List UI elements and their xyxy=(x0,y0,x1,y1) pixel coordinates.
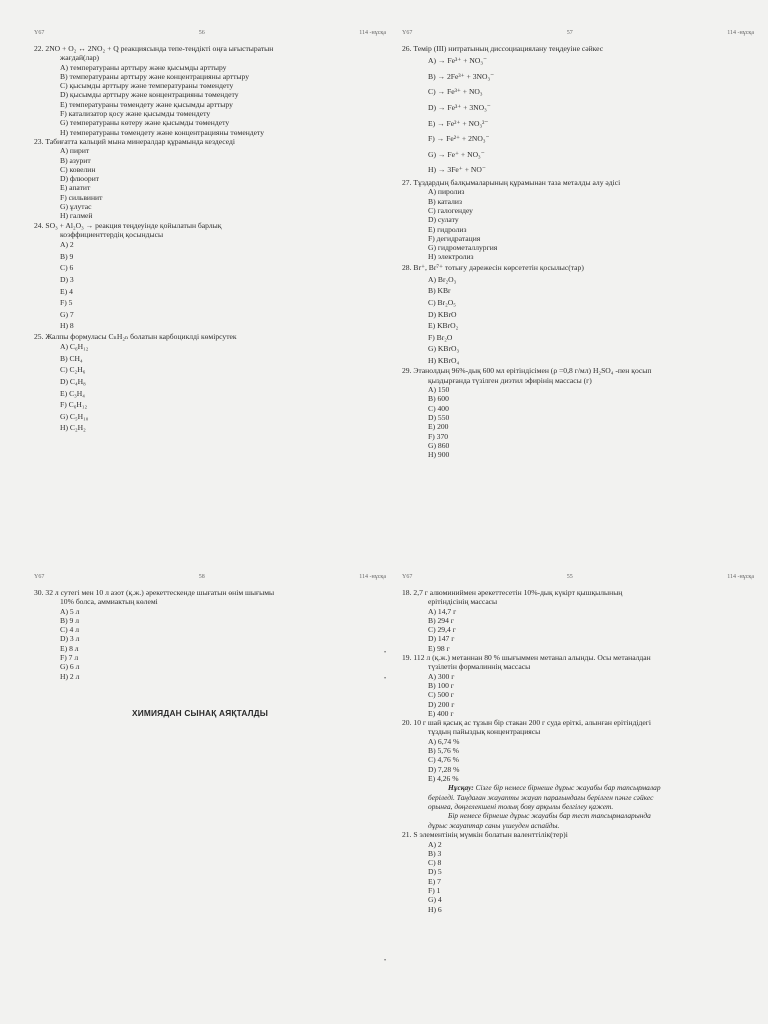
answer-option: G) 7 xyxy=(60,309,74,319)
question-text: жағдай(лар) xyxy=(60,53,100,63)
answer-option: G) гидрометаллургия xyxy=(428,243,498,253)
answer-option: C) 29,4 г xyxy=(428,625,456,635)
answer-option: C) 6 xyxy=(60,263,74,273)
answer-option: D) C₄H₈ xyxy=(60,377,86,387)
question-23 xyxy=(34,137,386,221)
question-text: коэффициенттердің қосындысы xyxy=(60,229,164,239)
question-30 xyxy=(34,588,386,681)
answer-option: A) → Fe³⁺ + NO₃⁻ xyxy=(428,56,487,66)
answer-option: C) 500 г xyxy=(428,690,454,700)
variant-label: 114 -нұсқа xyxy=(727,574,754,580)
answer-option: E) 4,26 % xyxy=(428,773,459,783)
question-text: қыздырғанда түзілген диэтил эфирінің массасы (г) xyxy=(428,375,592,385)
answer-option: B) 9 л xyxy=(60,615,79,625)
answer-option: B) 5,76 % xyxy=(428,746,460,756)
answer-option: F) сильвинит xyxy=(60,192,103,202)
answer-option: H) электролиз xyxy=(428,252,474,262)
answer-option: D) 200 г xyxy=(428,699,455,709)
scan-speck: • xyxy=(384,676,387,682)
answer-option: B) азурит xyxy=(60,155,91,165)
question-21 xyxy=(402,830,754,914)
header-code: Ү67 xyxy=(34,574,45,580)
answer-option: A) 5 л xyxy=(60,606,80,616)
answer-option: D) сулату xyxy=(428,215,459,225)
answer-option: D) 7,28 % xyxy=(428,764,460,774)
page-58 xyxy=(34,574,386,974)
answer-option: G) C₅H₁₀ xyxy=(60,411,89,421)
answer-option: F) 370 xyxy=(428,431,449,441)
question-text: 26. Темір (ІІІ) нитратының диссоциациялану теңдеуіне сәйкес xyxy=(402,44,604,53)
answer-option: E) 400 г xyxy=(428,708,454,718)
question-text: түзілетін формалиннің массасы xyxy=(428,662,531,672)
question-text: 30. 32 л сутегі мен 10 л азот (қ.ж.) әрекеттескенде шығатын өнім шығымы xyxy=(34,588,275,597)
answer-option: F) дегидратация xyxy=(428,233,481,243)
answer-option: A) C₆H₁₂ xyxy=(60,342,89,352)
answer-option: C) → Fe³⁺ + NO₃ xyxy=(428,87,483,97)
answer-option: C) 8 xyxy=(428,858,442,868)
question-20 xyxy=(402,718,754,783)
page-number: 55 xyxy=(566,574,573,580)
question-text: 20. 10 г шай қасық ас тұзын бір стакан 200 г суда еріткі, алынған ерітіндідегі xyxy=(402,718,651,728)
page-header xyxy=(34,574,386,585)
answer-option: C) қысымды арттыру және температураны төмендету xyxy=(60,81,234,91)
answer-option: E) 98 г xyxy=(428,643,450,653)
test-end-title: ХИМИЯДАН СЫНАҚ АЯҚТАЛДЫ xyxy=(132,708,269,718)
answer-option: F) 1 xyxy=(428,886,441,896)
answer-option: D) флюорит xyxy=(60,174,100,184)
page-number: 58 xyxy=(198,574,205,580)
question-19 xyxy=(402,653,754,718)
page-header xyxy=(34,30,386,41)
answer-option: F) 7 л xyxy=(60,653,79,663)
answer-option: B) 294 г xyxy=(428,615,454,625)
instruction-text: орынға, дөңгелекшені толық бояу арқылы белгілеу қажет. xyxy=(428,802,614,812)
question-text: 27. Тұздардың балқымаларының құрамынан таза металды алу әдісі xyxy=(402,178,621,188)
answer-option: F) 5 xyxy=(60,298,73,308)
answer-option: H) 8 xyxy=(60,321,74,331)
answer-option: G) 860 xyxy=(428,440,450,450)
page-number: 56 xyxy=(198,30,205,36)
instruction-label: Нұсқау: xyxy=(448,783,474,793)
question-25 xyxy=(34,332,386,434)
answer-option: H) KBrO₄ xyxy=(428,355,460,365)
answer-option: F) → Fe²⁺ + 2NO₃⁻ xyxy=(428,134,490,144)
page-55 xyxy=(402,574,754,914)
answer-option: E) 7 xyxy=(428,876,441,886)
answer-option: G) 6 л xyxy=(60,662,80,672)
answer-option: E) KBrO₂ xyxy=(428,321,459,331)
answer-option: B) 3 xyxy=(428,848,442,858)
question-22 xyxy=(34,44,386,137)
answer-option: B) → 2Fe³⁺ + 3NO₃⁻ xyxy=(428,71,495,81)
answer-option: H) галмей xyxy=(60,211,93,221)
instruction-text: дұрыс жауаптар саны үшеуден аспайды. xyxy=(428,820,560,830)
page-header xyxy=(402,30,754,41)
answer-option: C) 400 xyxy=(428,403,449,413)
answer-option: F) C₆H₁₂ xyxy=(60,400,88,410)
answer-option: G) ұлутас xyxy=(60,202,92,212)
answer-option: D) қысымды арттыру және концентрацияны төмендету xyxy=(60,90,239,100)
answer-option: E) 4 xyxy=(60,286,73,296)
instruction-text: беріледі. Таңдаған жауапты жауап парағындағы берілген пәнге сәйкес xyxy=(428,792,654,802)
question-29 xyxy=(402,366,754,459)
variant-label: 114 -нұсқа xyxy=(359,574,386,580)
question-text: ерітіндісінің массасы xyxy=(428,597,498,607)
question-text: 18. 2,7 г алюминиймен әрекеттесетін 10%-дық күкірт қышқылының xyxy=(402,588,623,597)
answer-option: H) 6 xyxy=(428,904,442,914)
instruction-text: Сізге бір немесе бірнеше дұрыс жауабы бар тапсырмалар xyxy=(473,783,661,793)
answer-option: B) температураны арттыру және концентрацияны арттыру xyxy=(60,71,250,81)
answer-option: C) ковелин xyxy=(60,164,96,174)
header-code: Ү67 xyxy=(402,30,413,36)
page-header xyxy=(402,574,754,585)
answer-option: D) 3 xyxy=(60,275,74,285)
answer-option: A) 300 г xyxy=(428,671,455,681)
question-26 xyxy=(402,44,754,178)
answer-option: H) C₂H₂ xyxy=(60,423,86,433)
answer-option: E) C₃H₄ xyxy=(60,388,85,398)
variant-label: 114 -нұсқа xyxy=(359,30,386,36)
answer-option: A) температураны арттыру және қысымды арттыру xyxy=(60,62,227,72)
answer-option: D) → Fe³⁺ + 3NO₃⁻ xyxy=(428,103,491,113)
question-text: 29. Этанолдың 96%-дық 600 мл ерітіндісімен (ρ =0,8 г/мл) H₂SO₄ -пен қосып xyxy=(402,366,652,376)
answer-option: D) 3 л xyxy=(60,634,80,644)
answer-option: C) 4,76 % xyxy=(428,755,460,765)
scan-speck: • xyxy=(384,650,387,656)
answer-option: A) 150 xyxy=(428,385,450,395)
question-24 xyxy=(34,221,386,332)
answer-option: B) катализ xyxy=(428,196,462,206)
answer-option: E) апатит xyxy=(60,183,91,193)
scan-speck: • xyxy=(384,958,387,964)
instruction-text: Бір немесе бірнеше дұрыс жауабы бар тест тапсырмаларында xyxy=(448,811,651,821)
answer-option: A) пирит xyxy=(60,146,90,156)
answer-option: A) пиролиз xyxy=(428,187,465,197)
answer-option: G) температураны көтеру және қысымды төмендету xyxy=(60,118,230,128)
answer-option: C) 4 л xyxy=(60,625,79,635)
header-code: Ү67 xyxy=(34,30,45,36)
answer-option: B) 9 xyxy=(60,251,74,261)
answer-option: H) 2 л xyxy=(60,671,80,681)
answer-option: A) 14,7 г xyxy=(428,606,457,616)
question-text: 28. Br⁺, Br⁷⁺ тотығу дәрежесін көрсететін қосылыс(тар) xyxy=(402,262,584,272)
answer-option: H) → 3Fe⁺ + NO⁻ xyxy=(428,165,486,175)
question-text: тұздың пайыздық концентрациясы xyxy=(428,727,541,737)
answer-option: E) температураны төмендету және қысымды арттыру xyxy=(60,99,233,109)
answer-option: C) C₂H₆ xyxy=(60,365,86,375)
page-number: 57 xyxy=(566,30,573,36)
answer-option: G) → Fe⁺ + NO₃⁻ xyxy=(428,149,485,159)
answer-option: E) → Fe²⁺ + NO₃²⁻ xyxy=(428,118,489,128)
page-56 xyxy=(34,30,386,434)
answer-option: G) 4 xyxy=(428,895,442,905)
answer-option: H) температураны төмендету және концентрацияны төмендету xyxy=(60,127,265,137)
answer-option: F) катализатор қосу және қысымды төмендету xyxy=(60,109,211,119)
answer-option: C) Br₂O₅ xyxy=(428,297,456,307)
answer-option: B) CH₄ xyxy=(60,353,83,363)
question-text: 22. 2NO + O₂ ↔ 2NO₂ + Q реакциясында тепе-теңдікті оңға ығыстыратын xyxy=(34,44,274,53)
question-text: 24. SO₃ + Al₂O₃ → реакция теңдеуінде қойылатын барлық xyxy=(34,220,222,230)
answer-option: D) 147 г xyxy=(428,634,455,644)
question-28 xyxy=(402,262,754,367)
answer-option: E) 200 xyxy=(428,422,449,432)
answer-option: D) KBrO xyxy=(428,309,457,319)
question-text: 23. Табиғатта кальций мына минералдар құрамында кездеседі xyxy=(34,136,235,146)
header-code: Ү67 xyxy=(402,574,413,580)
answer-option: F) Br₂O xyxy=(428,332,453,342)
answer-option: D) 550 xyxy=(428,412,450,422)
answer-option: A) Br₂O₃ xyxy=(428,274,457,284)
page-57 xyxy=(402,30,754,459)
answer-option: A) 2 xyxy=(60,240,74,250)
answer-option: A) 6,74 % xyxy=(428,736,460,746)
question-text: 25. Жалпы формуласы CₙH₂ₙ болатын карбоциклді көмірсутек xyxy=(34,331,237,341)
question-18 xyxy=(402,588,754,653)
answer-option: E) 8 л xyxy=(60,643,79,653)
instruction-note xyxy=(402,783,754,830)
answer-option: D) 5 xyxy=(428,867,442,877)
answer-option: A) 2 xyxy=(428,839,442,849)
answer-option: B) 100 г xyxy=(428,680,454,690)
answer-option: C) галогендеу xyxy=(428,205,473,215)
question-27 xyxy=(402,178,754,262)
answer-option: B) 600 xyxy=(428,394,449,404)
question-text: 21. S элементінің мүмкін болатын валенттілік(тер)і xyxy=(402,830,568,840)
question-text: 10% болса, аммиактың көлемі xyxy=(60,597,158,607)
answer-option: H) 900 xyxy=(428,450,450,460)
answer-option: E) гидролиз xyxy=(428,224,467,234)
answer-option: B) KBr xyxy=(428,286,451,296)
variant-label: 114 -нұсқа xyxy=(727,30,754,36)
question-text: 19. 112 л (қ.ж.) метаннан 80 % шығыммен метанал алынды. Осы метаналдан xyxy=(402,653,651,663)
answer-option: G) KBrO₃ xyxy=(428,344,460,354)
